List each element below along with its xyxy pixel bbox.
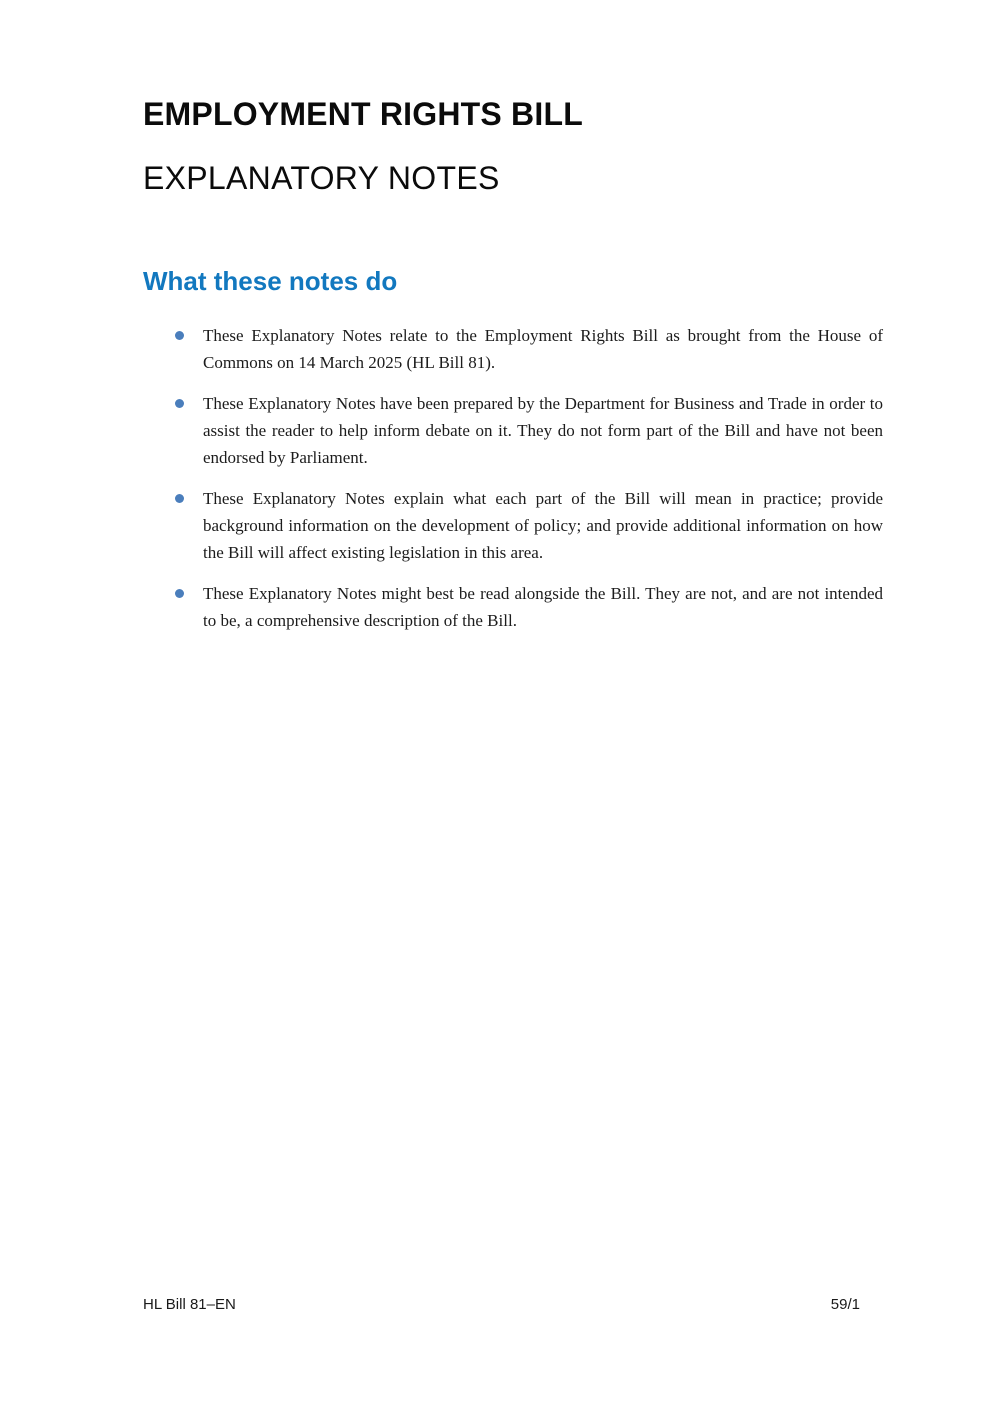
page-footer bbox=[143, 1296, 860, 1313]
bullet-text: These Explanatory Notes explain what each part of the Bill will mean in practice; provide background information on the development of policy; and provide additional information on how the Bill will affect existing legislation in this area. bbox=[203, 489, 883, 562]
footer-page-number: 59/1 bbox=[830, 1296, 860, 1313]
document-subtitle: EXPLANATORY NOTES bbox=[143, 160, 500, 196]
bullet-text: These Explanatory Notes relate to the Employment Rights Bill as brought from the House of Commons on 14 March 2025 (HL Bill 81). bbox=[203, 326, 883, 372]
list-item bbox=[203, 485, 883, 566]
notes-bullet-list bbox=[203, 322, 883, 648]
bullet-text: These Explanatory Notes have been prepared by the Department for Business and Trade in order to assist the reader to help inform debate on it. They do not form part of the Bill and have not been endorsed by Parliament. bbox=[203, 394, 883, 467]
document-title: EMPLOYMENT RIGHTS BILL bbox=[143, 96, 583, 132]
bullet-icon bbox=[175, 494, 184, 503]
bullet-icon bbox=[175, 589, 184, 598]
list-item bbox=[203, 390, 883, 471]
footer-bill-reference: HL Bill 81–EN bbox=[143, 1296, 236, 1313]
list-item bbox=[203, 580, 883, 634]
list-item bbox=[203, 322, 883, 376]
bullet-text: These Explanatory Notes might best be read alongside the Bill. They are not, and are not intended to be, a comprehensive description of the Bill. bbox=[203, 584, 883, 630]
bullet-icon bbox=[175, 331, 184, 340]
section-heading: What these notes do bbox=[143, 266, 398, 296]
bullet-icon bbox=[175, 399, 184, 408]
